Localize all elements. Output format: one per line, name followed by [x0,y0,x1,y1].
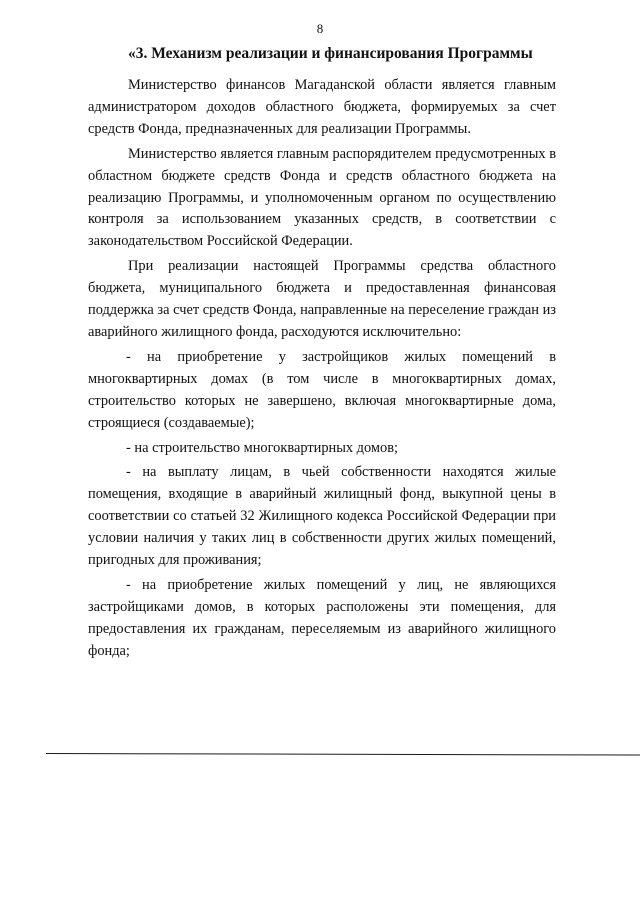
body-text [88,75,556,663]
section-heading: «3. Механизм реализации и финансирования Программы [128,45,533,62]
paragraph: При реализации настоящей Программы средства областного бюджета, муниципального бюджета и предоставленная финансовая поддержка за счет средств Фонда, направленные на переселение граждан из аварийного жилищного фонда, расходуются исключительно: [88,258,556,340]
list-item: - на приобретение у застройщиков жилых помещений в многоквартирных домах (в том числе в многоквартирных домах, строительство которых не завершено, включая многоквартирные дома, строящиеся (создаваемые); [88,348,556,431]
paragraph: Министерство финансов Магаданской области является главным администратором доходов областного бюджета, формируемых за счет средств Фонда, предназначенных для реализации Программы. [88,77,556,137]
paragraph: Министерство является главным распорядителем предусмотренных в областном бюджете средств Фонда и средств областного бюджета на реализацию Программы, и уполномоченным органом по осуществлению контроля за использованием указанных средств, в соответствии с законодательством Российской Федерации. [88,145,556,250]
horizontal-rule [46,753,640,756]
list-item: - на выплату лицам, в чьей собственности находятся жилые помещения, входящие в аварийный жилищный фонд, выкупной цены в соответствии со статьей 32 Жилищного кодекса Российской Федерации при условии наличия у таких лиц в собственности других жилых помещений, пригодных для проживания; [88,464,556,569]
page-number: 8 [316,21,324,36]
list-item: - на строительство многоквартирных домов; [126,439,399,456]
list-item: - на приобретение жилых помещений у лиц, не являющихся застройщиками домов, в которых расположены эти помещения, для предоставления их гражданам, переселяемым из аварийного жилищного фонда; [88,576,556,659]
